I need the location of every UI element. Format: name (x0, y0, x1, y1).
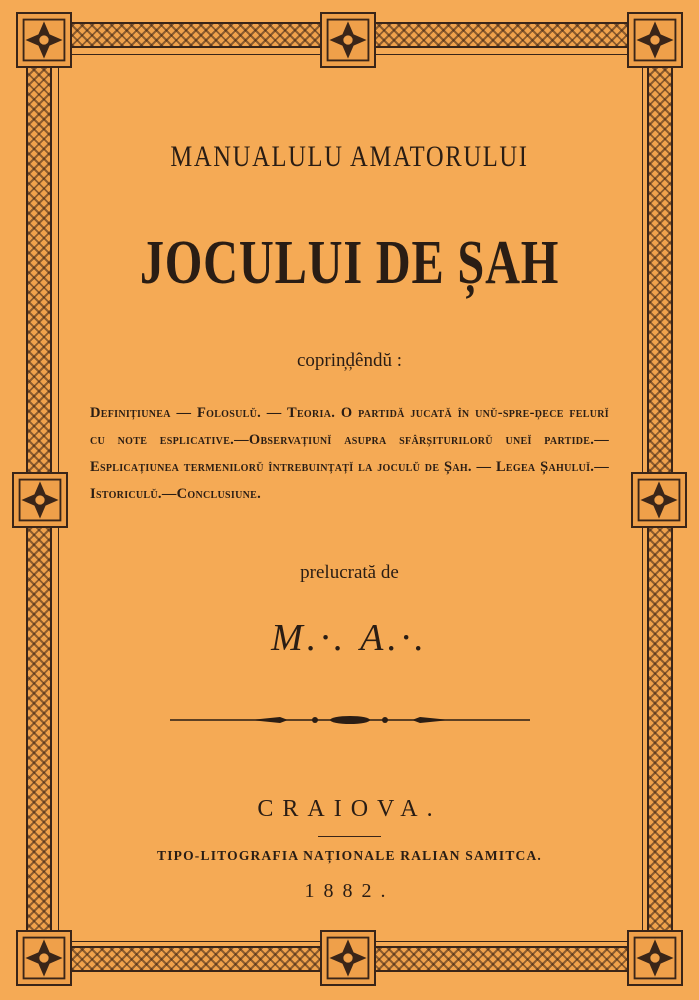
printer: TIPO-LITOGRAFIA NAȚIONALE RALIAN SAMITCA. (157, 848, 542, 863)
right-mid-ornament-icon (631, 472, 687, 528)
bottom-mid-ornament-icon (320, 930, 376, 986)
city: CRAIOVA. (257, 796, 442, 822)
contents-summary: Definițiunea — Folosulŭ. — Teoria. O partidă jucată în unŭ-spre-ḑece felurĭ cu note esplicative.—Observațiunĭ asupra sfârșiturilorŭ uneĭ partide.—Esplicațiunea termenilorŭ întrebuințațĭ la joculŭ de Șah. — Legea Șahuluĭ.—Istoriculŭ.—Conclusiune. (90, 405, 609, 502)
city-underline (318, 836, 381, 837)
ornamental-divider-icon (170, 712, 530, 728)
title-line-2: JOCULUI DE ȘAH (139, 229, 560, 297)
title-line-1: MANUALULU AMATORULUI (170, 140, 529, 173)
top-mid-ornament-icon (320, 12, 376, 68)
corner-ornament-icon (627, 930, 683, 986)
corner-ornament-icon (16, 12, 72, 68)
year: 1882. (304, 880, 395, 902)
corner-ornament-icon (627, 12, 683, 68)
corner-ornament-icon (16, 930, 72, 986)
adapted-by-label: prelucrată de (300, 562, 399, 583)
subtitle: coprin̦ḑêndŭ : (296, 350, 402, 371)
left-mid-ornament-icon (12, 472, 68, 528)
author-initials: M.·. A.·. (271, 617, 428, 659)
